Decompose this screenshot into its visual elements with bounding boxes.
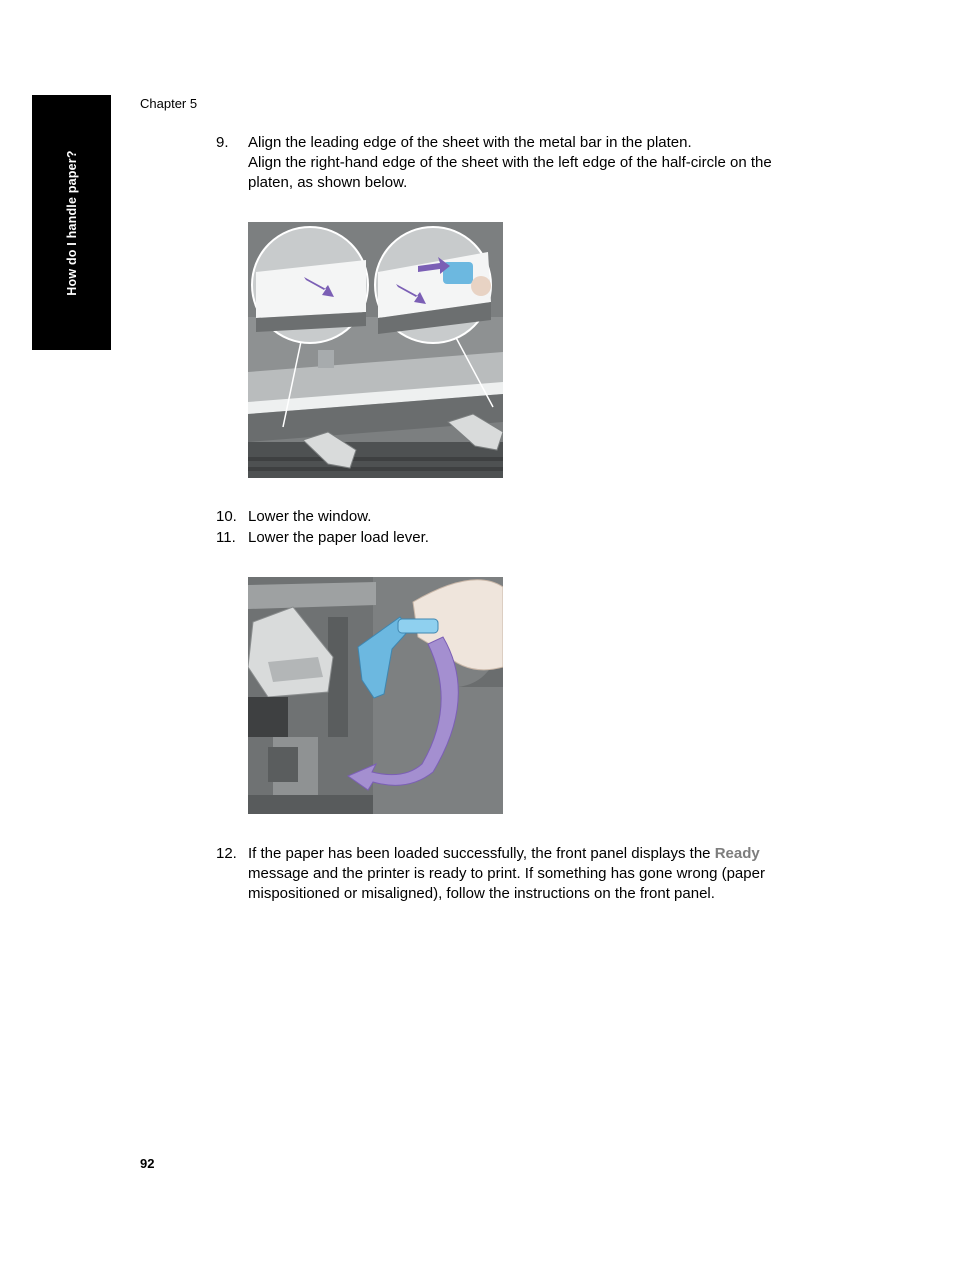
step-text (248, 844, 816, 904)
step-text: Lower the paper load lever. (248, 529, 429, 546)
side-tab-label: How do I handle paper? (64, 149, 79, 296)
step-text: Align the right-hand edge of the sheet with the left edge of the half-circle on the platen, as shown below. (248, 154, 772, 191)
step-10 (216, 507, 816, 527)
step-11 (216, 528, 816, 548)
step-body (248, 133, 816, 193)
step-text-part: message and the printer is ready to print. If something has gone wrong (paper mispositioned or misaligned), follow the instructions on the front panel. (248, 865, 765, 902)
step-text: Align the leading edge of the sheet with the metal bar in the platen. (248, 134, 692, 151)
step-12 (216, 844, 816, 906)
step-9 (216, 133, 816, 195)
step-number: 10. (216, 508, 237, 525)
side-tab (32, 95, 111, 350)
platen-alignment-illustration (248, 222, 503, 478)
paper-load-lever-illustration (248, 577, 503, 814)
step-text: Lower the window. (248, 508, 372, 525)
ready-message-label: Ready (714, 845, 760, 862)
step-text-part: If the paper has been loaded successfully, the front panel displays the (248, 845, 715, 862)
page-number: 92 (140, 1156, 155, 1171)
step-number: 11. (216, 529, 236, 546)
step-number: 12. (216, 845, 237, 862)
chapter-header: Chapter 5 (140, 96, 198, 111)
step-number: 9. (216, 134, 229, 151)
